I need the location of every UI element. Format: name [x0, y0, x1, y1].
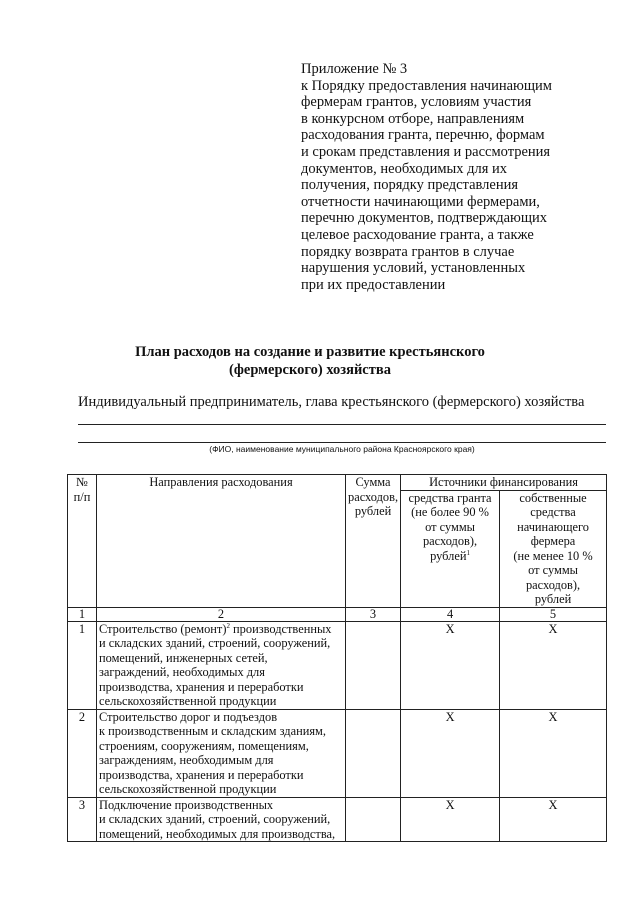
header-num-line: п/п: [73, 489, 91, 504]
fio-caption: (ФИО, наименование муниципального района Красноярского края): [209, 444, 475, 454]
direction-line: помещений, инженерных сетей,: [99, 650, 268, 665]
appendix-line: нарушения условий, установленных: [301, 260, 526, 277]
column-index: 5: [500, 607, 607, 621]
row-num: 1: [68, 621, 97, 709]
appendix-line: и срокам представления и рассмотрения: [301, 143, 551, 160]
direction-line: помещений, необходимых для производства,: [99, 826, 336, 841]
direction-line: Подключение производственных: [99, 797, 274, 812]
header-sum-line: рублей: [354, 504, 392, 518]
header-num-line: №: [76, 475, 88, 489]
row-num: 3: [68, 797, 97, 842]
appendix-line: к Порядку предоставления начинающим: [301, 77, 552, 94]
appendix-line: отчетности начинающими фермерами,: [301, 193, 540, 210]
direction-line: и складских зданий, строений, сооружений,: [99, 812, 331, 826]
header-own-line: рублей: [534, 592, 572, 606]
appendix-line: целевое расходование гранта, а также: [301, 226, 534, 243]
header-own-line: начинающего: [517, 519, 589, 534]
header-own-line: от суммы расходов),: [525, 563, 581, 592]
direction-line: сельскохозяйственной продукции: [99, 694, 277, 708]
row-grant: Х: [401, 797, 500, 842]
column-index: 1: [68, 607, 97, 621]
title-line-1: План расходов на создание и развитие крестьянского: [135, 344, 485, 360]
header-own-line: собственные: [519, 490, 587, 505]
row-grant: Х: [401, 709, 500, 797]
subject-line: Индивидуальный предприниматель, глава крестьянского (фермерского) хозяйства: [78, 394, 585, 410]
row-sum: [346, 797, 401, 842]
header-own-line: средства: [530, 505, 576, 519]
direction-line: к производственным и складским зданиям,: [99, 724, 326, 738]
header-own: [500, 490, 607, 607]
appendix-line: получения, порядку представления: [301, 177, 519, 194]
header-grant-line: от суммы: [425, 519, 475, 534]
column-index-row: [68, 607, 607, 621]
header-directions: Направления расходования: [97, 475, 346, 608]
expense-plan-table: [67, 474, 607, 842]
row-num: 2: [68, 709, 97, 797]
row-sum: [346, 709, 401, 797]
title-line-2: (фермерского) хозяйства: [229, 362, 391, 378]
direction-line: строениям, сооружениям, помещениям,: [99, 738, 309, 753]
header-own-line: (не менее 10 %: [513, 548, 593, 563]
direction-line: производства, хранения и переработки: [99, 767, 304, 782]
table-header-row: [68, 475, 607, 491]
row-direction: [97, 621, 346, 709]
column-index: 4: [401, 607, 500, 621]
direction-line: производства, хранения и переработки: [99, 679, 304, 694]
header-sum: [346, 475, 401, 608]
appendix-block: [301, 61, 601, 293]
appendix-line: Приложение № 3: [301, 61, 408, 77]
header-grant-line: (не более 90 %: [411, 505, 489, 519]
table-row: [68, 621, 607, 709]
appendix-line: при их предоставлении: [301, 276, 446, 293]
document-title: [80, 343, 540, 379]
row-direction: [97, 709, 346, 797]
direction-line: Строительство дорог и подъездов: [99, 709, 278, 724]
fill-in-line-2: [78, 442, 606, 443]
header-grant-line: средства гранта: [408, 490, 492, 505]
direction-line: и складских зданий, строений, сооружений,: [99, 636, 331, 650]
header-grant: [401, 490, 500, 607]
fill-in-line-1: [78, 424, 606, 425]
header-grant-line-text: рублей: [430, 548, 467, 563]
appendix-line: порядку возврата грантов в случае: [301, 243, 515, 260]
header-grant-line: расходов),: [422, 534, 478, 548]
header-sources: Источники финансирования: [401, 475, 607, 491]
direction-line: сельскохозяйственной продукции: [99, 782, 277, 796]
row-own: Х: [500, 797, 607, 842]
row-direction: [97, 797, 346, 842]
row-sum: [346, 621, 401, 709]
direction-line: заграждений, необходимых для: [99, 665, 265, 679]
column-index: 3: [346, 607, 401, 621]
header-own-line: фермера: [530, 534, 576, 548]
header-sum-line: расходов,: [348, 489, 399, 504]
appendix-line: документов, необходимых для их: [301, 160, 508, 177]
appendix-line: в конкурсном отборе, направлениям: [301, 110, 525, 127]
header-num: [68, 475, 97, 608]
direction-line-text: производственных: [229, 621, 332, 636]
row-own: Х: [500, 621, 607, 709]
appendix-line: фермерам грантов, условиям участия: [301, 94, 532, 111]
appendix-line: расходования гранта, перечню, формам: [301, 127, 545, 144]
footnote-mark: 2: [226, 621, 230, 630]
column-index: 2: [97, 607, 346, 621]
table-row: [68, 709, 607, 797]
row-own: Х: [500, 709, 607, 797]
appendix-line: перечню документов, подтверждающих: [301, 210, 548, 227]
header-grant-line: [403, 549, 497, 564]
row-grant: Х: [401, 621, 500, 709]
direction-line-text: Строительство (ремонт): [99, 621, 227, 636]
footnote-mark: 1: [466, 548, 470, 557]
table-row: [68, 797, 607, 842]
direction-line: [99, 622, 343, 637]
header-sum-line: Сумма: [355, 475, 391, 489]
direction-line: заграждениям, необходимым для: [99, 753, 274, 767]
